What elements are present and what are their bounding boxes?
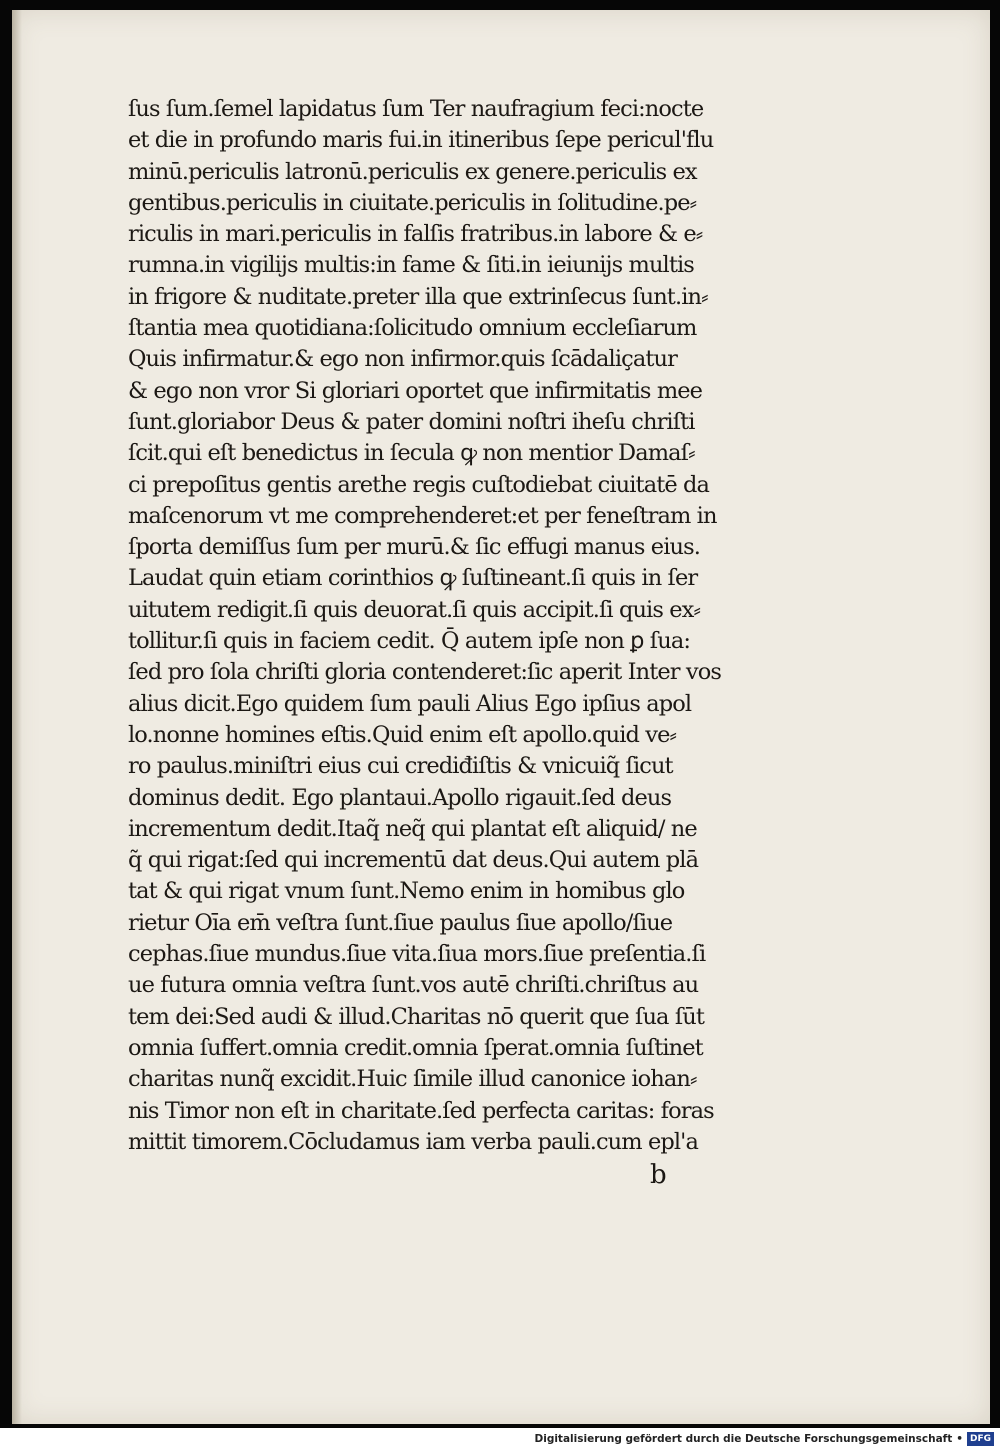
text-line: Laudat quin etiam corinthios ꝙ ſuſtineant.ſi quis in ſer <box>128 565 698 592</box>
text-line: lo.nonne homines eſtis.Quid enim eſt apollo.quid ve⸗ <box>128 721 677 748</box>
text-line: mittit timorem.Cōcludamus iam verba pauli.cum epl'a <box>128 1128 698 1155</box>
text-line: alius dicit.Ego quidem ſum pauli Alius Ego ipſius apol <box>128 690 692 717</box>
body-text <box>128 94 808 1158</box>
text-line: ſcit.qui eſt benedictus in ſecula ꝙ non mentior Damaſ⸗ <box>128 440 695 467</box>
text-line: ſed pro ſola chriſti gloria contenderet:ſic aperit Inter vos <box>128 659 722 686</box>
text-line: et die in profundo maris fui.in itineribus ſepe pericul'flu <box>128 127 714 154</box>
text-line: ſunt.gloriabor Deus & pater domini noſtri iheſu chriſti <box>128 408 695 435</box>
text-line: rietur Oīa em̄ veſtra ſunt.ſiue paulus ſiue apollo/ſiue <box>128 909 673 936</box>
text-line: & ego non vror Si gloriari oportet que infirmitatis mee <box>128 377 703 404</box>
text-line: uitutem redigit.ſi quis deuorat.ſi quis accipit.ſi quis ex⸗ <box>128 596 701 623</box>
text-line: q̃ qui rigat:ſed qui incrementū dat deus.Qui autem plā <box>128 847 699 874</box>
text-line: cephas.ſiue mundus.ſiue vita.ſiua mors.ſiue preſentia.ſi <box>128 941 706 968</box>
text-line: nis Timor non eſt in charitate.ſed perfecta caritas: foras <box>128 1097 714 1124</box>
text-line: ue futura omnia veſtra ſunt.vos autē chriſti.chriſtus au <box>128 972 699 999</box>
text-line: riculis in mari.periculis in falſis fratribus.in labore & e⸗ <box>128 221 703 248</box>
book-page <box>12 10 990 1424</box>
dfg-logo-icon: DFG <box>967 1432 994 1446</box>
text-line: minū.periculis latronū.periculis ex genere.periculis ex <box>128 158 697 185</box>
text-line: ſus ſum.ſemel lapidatus ſum Ter naufragium feci:nocte <box>128 96 704 122</box>
footer-separator: • <box>956 1433 963 1445</box>
text-line: ſporta demiſſus ſum per murū.& ſic effugi manus eius. <box>128 534 700 561</box>
text-line: ſtantia mea quotidiana:ſolicitudo omnium eccleſiarum <box>128 315 697 342</box>
text-line: rumna.in vigilijs multis:in fame & ſiti.in ieiunijs multis <box>128 252 694 279</box>
text-line: gentibus.periculis in ciuitate.periculis in ſolitudine.pe⸗ <box>128 189 697 216</box>
text-line: omnia ſuffert.omnia credit.omnia ſperat.omnia ſuſtinet <box>128 1034 703 1061</box>
funding-credit: Digitalisierung gefördert durch die Deutsche Forschungsgemeinschaft <box>534 1433 953 1445</box>
text-line: tollitur.ſi quis in faciem cedit. Q̄ autem ipſe non ꝑ ſua: <box>128 628 691 655</box>
digitization-footer <box>535 1431 995 1447</box>
text-line: incrementum dedit.Itaq̃ neq̃ qui plantat eſt aliquid/ ne <box>128 815 697 842</box>
text-line: ro paulus.miniſtri eius cui crediđiſtis & vnicuiq̃ ſicut <box>128 753 673 780</box>
text-line: in frigore & nuditate.preter illa que extrinſecus ſunt.in⸗ <box>128 283 708 310</box>
signature-mark: b <box>650 1160 667 1190</box>
text-line: maſcenorum vt me comprehenderet:et per feneſtram in <box>128 502 717 529</box>
text-line: dominus dedit. Ego plantaui.Apollo rigauit.ſed deus <box>128 784 672 811</box>
text-line: charitas nunq̃ excidit.Huic ſimile illud canonice iohan⸗ <box>128 1066 697 1093</box>
text-line: tat & qui rigat vnum ſunt.Nemo enim in homibus glo <box>128 878 685 905</box>
text-line: tem dei:Sed audi & illud.Charitas nō querit que ſua ſūt <box>128 1003 704 1030</box>
text-line: ci prepoſitus gentis arethe regis cuſtodiebat ciuitatē da <box>128 471 710 498</box>
text-line: Quis infirmatur.& ego non infirmor.quis ſcādaliçatur <box>128 346 677 373</box>
